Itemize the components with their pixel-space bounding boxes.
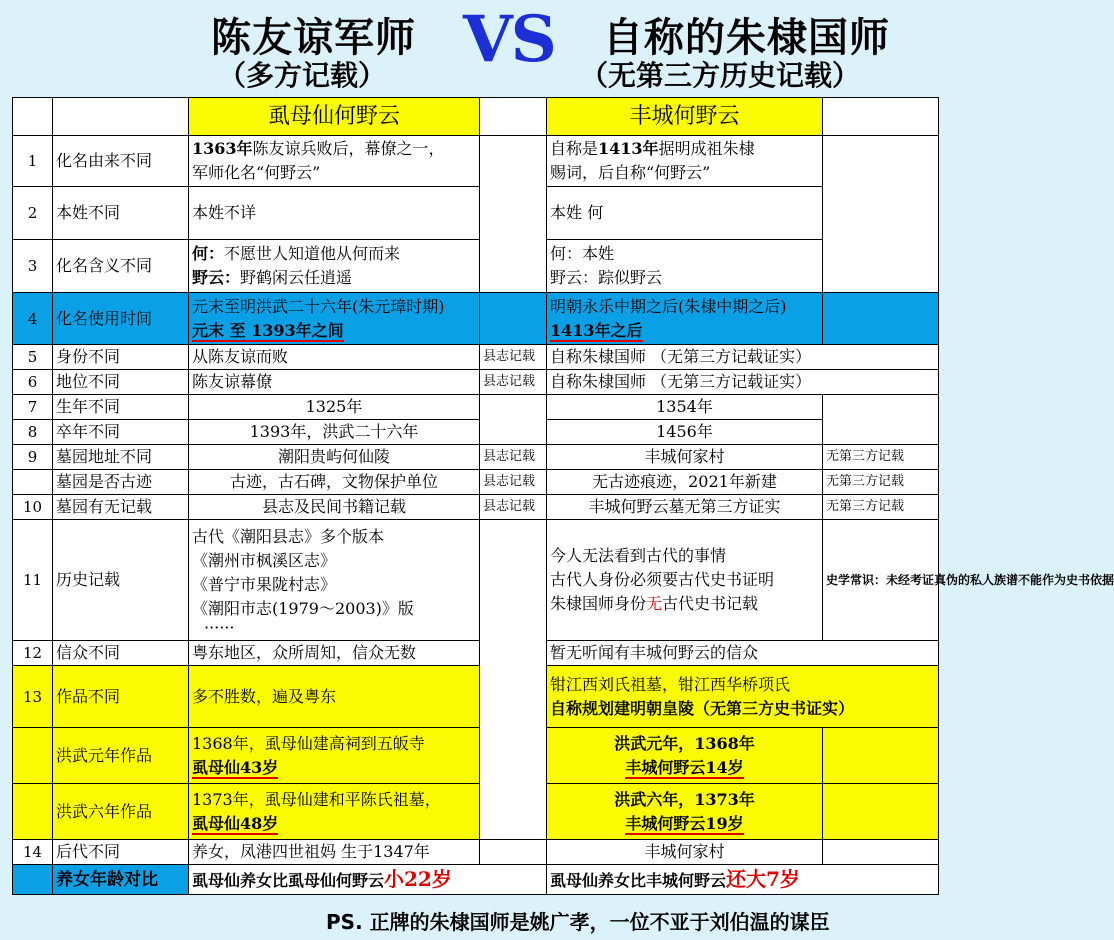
row-label: 卒年不同 xyxy=(53,420,189,445)
column-header-row xyxy=(13,98,939,136)
age-underlined: 丰城何野云14岁 xyxy=(625,757,744,777)
age-underlined: 虱母仙43岁 xyxy=(192,757,279,777)
right-column-header: 丰城何野云 xyxy=(547,98,823,136)
row-label: 洪武六年作品 xyxy=(53,784,189,840)
left-cell: 古迹，古石碑，文物保护单位 xyxy=(189,470,480,495)
source-note: 县志记载 xyxy=(480,345,547,370)
table-row xyxy=(13,666,939,728)
row-label: 地位不同 xyxy=(53,370,189,395)
row-number: 9 xyxy=(13,445,53,470)
table-row xyxy=(13,495,939,520)
age-underlined: 丰城何野云19岁 xyxy=(625,813,744,833)
table-row xyxy=(13,865,939,895)
page-header xyxy=(0,0,949,96)
row-label: 养女年龄对比 xyxy=(53,865,189,895)
left-cell: 县志及民间书籍记载 xyxy=(189,495,480,520)
right-cell: 丰城何野云墓无第三方证实 xyxy=(547,495,823,520)
right-cell: 自称朱棣国师 （无第三方记载证实） xyxy=(547,370,939,395)
table-row xyxy=(13,445,939,470)
left-cell: 1368年，虱母仙建高祠到五皈寺 虱母仙43岁 xyxy=(189,728,480,784)
left-cell: 1325年 xyxy=(189,395,480,420)
row-number: 6 xyxy=(13,370,53,395)
table-row xyxy=(13,641,939,666)
right-cell: 洪武元年，1368年 丰城何野云14岁 xyxy=(547,728,823,784)
row-label: 历史记载 xyxy=(53,520,189,641)
left-title: 陈友谅军师 xyxy=(211,15,416,61)
left-column-header: 虱母仙何野云 xyxy=(189,98,480,136)
table-row xyxy=(13,345,939,370)
table-row xyxy=(13,136,939,187)
left-cell: 古代《潮阳县志》多个版本 《潮州市枫溪区志》 《普宁市果陇村志》 《潮阳市志(1979～2003)》版 ······ xyxy=(189,520,480,641)
row-number: 14 xyxy=(13,840,53,865)
row-label: 化名使用时间 xyxy=(53,293,189,345)
source-note: 无第三方记载 xyxy=(823,495,939,520)
row-label: 后代不同 xyxy=(53,840,189,865)
right-cell: 丰城何家村 xyxy=(547,445,823,470)
right-cell: 今人无法看到古代的事情 古代人身份必须要古代史书证明 朱棣国师身份无古代史书记载 xyxy=(547,520,823,641)
row-label: 化名由来不同 xyxy=(53,136,189,187)
row-label: 本姓不同 xyxy=(53,187,189,240)
table-row xyxy=(13,395,939,420)
left-cell: 潮阳贵屿何仙陵 xyxy=(189,445,480,470)
row-label: 身份不同 xyxy=(53,345,189,370)
right-cell: 1456年 xyxy=(547,420,823,445)
row-label: 作品不同 xyxy=(53,666,189,728)
right-cell: 何：本姓 野云：踪似野云 xyxy=(547,240,823,293)
underlined-period: 1413年之后 xyxy=(550,320,643,340)
right-cell: 自称是1413年据明成祖朱棣 赐词，后自称“何野云” xyxy=(547,136,823,187)
row-number: 12 xyxy=(13,641,53,666)
table-row xyxy=(13,520,939,641)
row-number: 13 xyxy=(13,666,53,728)
left-cell: 1363年陈友谅兵败后，幕僚之一， 军师化名“何野云” xyxy=(189,136,480,187)
left-cell: 1373年，虱母仙建和平陈氏祖墓， 虱母仙48岁 xyxy=(189,784,480,840)
left-cell: 何：不愿世人知道他从何而来 野云：野鹤闲云任逍遥 xyxy=(189,240,480,293)
right-cell: 明朝永乐中期之后(朱棣中期之后) 1413年之后 xyxy=(547,293,823,345)
source-note: 县志记载 xyxy=(480,370,547,395)
right-cell: 丰城何家村 xyxy=(547,840,823,865)
right-cell: 虱母仙养女比丰城何野云还大7岁 xyxy=(547,865,939,895)
row-number: 10 xyxy=(13,495,53,520)
underlined-period: 元末 至 1393年之间 xyxy=(192,320,344,340)
right-cell: 1354年 xyxy=(547,395,823,420)
left-subtitle: （多方记载） xyxy=(218,59,387,92)
right-cell: 自称朱棣国师 （无第三方记载证实） xyxy=(547,345,939,370)
row-number: 7 xyxy=(13,395,53,420)
row-number: 1 xyxy=(13,136,53,187)
table-row xyxy=(13,840,939,865)
right-subtitle: （无第三方历史记载） xyxy=(580,59,861,92)
source-note: 无第三方记载 xyxy=(823,470,939,495)
row-number xyxy=(13,470,53,495)
right-cell: 无古迹痕迹，2021年新建 xyxy=(547,470,823,495)
left-cell: 本姓不详 xyxy=(189,187,480,240)
source-note: 县志记载 xyxy=(480,470,547,495)
right-title: 自称的朱棣国师 xyxy=(603,15,890,61)
row-label: 洪武元年作品 xyxy=(53,728,189,784)
row-number: 5 xyxy=(13,345,53,370)
row-number: 4 xyxy=(13,293,53,345)
left-cell: 虱母仙养女比虱母仙何野云小22岁 xyxy=(189,865,547,895)
row-label: 信众不同 xyxy=(53,641,189,666)
row-label: 墓园有无记载 xyxy=(53,495,189,520)
row-number: 2 xyxy=(13,187,53,240)
right-cell: 洪武六年，1373年 丰城何野云19岁 xyxy=(547,784,823,840)
left-cell: 陈友谅幕僚 xyxy=(189,370,480,395)
table-row xyxy=(13,420,939,445)
left-cell: 多不胜数，遍及粤东 xyxy=(189,666,480,728)
table-row xyxy=(13,187,939,240)
table-row xyxy=(13,293,939,345)
row-label: 生年不同 xyxy=(53,395,189,420)
vs-label: VS xyxy=(463,2,555,77)
source-note: 无第三方记载 xyxy=(823,445,939,470)
row-number: 11 xyxy=(13,520,53,641)
right-cell: 暂无听闻有丰城何野云的信众 xyxy=(547,641,939,666)
right-cell: 本姓 何 xyxy=(547,187,823,240)
side-note: 史学常识：未经考证真伪的私人族谱不能作为史书依据 xyxy=(823,520,939,641)
row-label: 化名含义不同 xyxy=(53,240,189,293)
right-cell: 钳江西刘氏祖墓，钳江西华桥项氏 自称规划建明朝皇陵（无第三方史书证实） xyxy=(547,666,939,728)
source-note: 县志记载 xyxy=(480,445,547,470)
table-row xyxy=(13,784,939,840)
table-row xyxy=(13,240,939,293)
table-row xyxy=(13,728,939,784)
table-row xyxy=(13,470,939,495)
row-label: 墓园是否古迹 xyxy=(53,470,189,495)
table-row xyxy=(13,370,939,395)
left-cell: 1393年，洪武二十六年 xyxy=(189,420,480,445)
source-note: 县志记载 xyxy=(480,495,547,520)
left-cell: 养女，凤港四世祖妈 生于1347年 xyxy=(189,840,480,865)
comparison-table xyxy=(12,97,1114,895)
left-cell: 元末至明洪武二十六年(朱元璋时期) 元末 至 1393年之间 xyxy=(189,293,480,345)
row-label: 墓园地址不同 xyxy=(53,445,189,470)
left-cell: 从陈友谅而败 xyxy=(189,345,480,370)
row-number: 8 xyxy=(13,420,53,445)
age-underlined: 虱母仙48岁 xyxy=(192,813,279,833)
row-number: 3 xyxy=(13,240,53,293)
footer-note: PS. 正牌的朱棣国师是姚广孝，一位不亚于刘伯温的谋臣 xyxy=(326,910,830,934)
left-cell: 粤东地区，众所周知，信众无数 xyxy=(189,641,480,666)
